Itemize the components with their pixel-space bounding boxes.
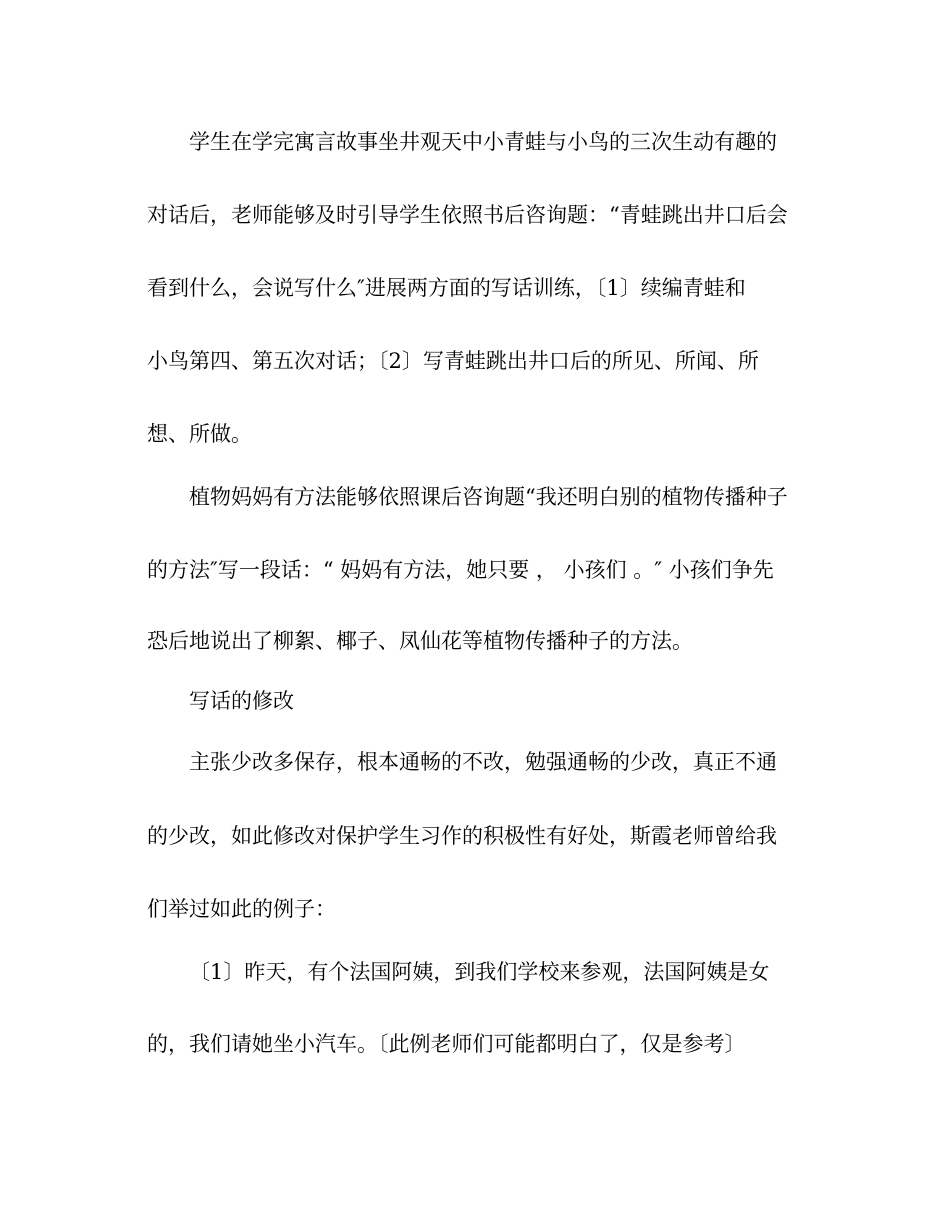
- text-line: 小鸟第四、第五次对话；〔2〕写青蛙跳出井口后的所见、所闻、所: [147, 349, 759, 373]
- text-line: 主张少改多保存，根本通畅的不改，勉强通畅的少改，真正不通: [189, 750, 777, 774]
- text-line: 植物妈妈有方法能够依照课后咨询题“我还明白别的植物传播种子: [189, 485, 788, 509]
- text-line: 〔1〕昨天，有个法国阿姨，到我们学校来参观，法国阿姨是女: [189, 960, 770, 984]
- text-line: 的少改，如此修改对保护学生习作的积极性有好处，斯霞老师曾给我: [147, 824, 777, 848]
- text-line: 的方法″写一段话：“ 妈妈有方法，她只要 ， 小孩们 。″ 小孩们争先: [147, 558, 774, 582]
- text-line: 恐后地说出了柳絮、椰子、凤仙花等植物传播种子的方法。: [147, 629, 693, 653]
- text-line: 的，我们请她坐小汽车。〔此例老师们可能都明白了，仅是参考〕: [147, 1032, 746, 1056]
- text-line: 看到什么，会说写什么″进展两方面的写话训练，〔1〕续编青蛙和: [147, 276, 746, 300]
- text-line: 们举过如此的例子：: [147, 897, 336, 921]
- text-line: 学生在学完寓言故事坐井观天中小青蛙与小鸟的三次生动有趣的: [189, 130, 777, 154]
- text-line: 对话后，老师能够及时引导学生依照书后咨询题：“青蛙跳出井口后会: [147, 203, 788, 227]
- section-heading: 写话的修改: [189, 689, 294, 713]
- text-line: 想、所做。: [147, 422, 252, 446]
